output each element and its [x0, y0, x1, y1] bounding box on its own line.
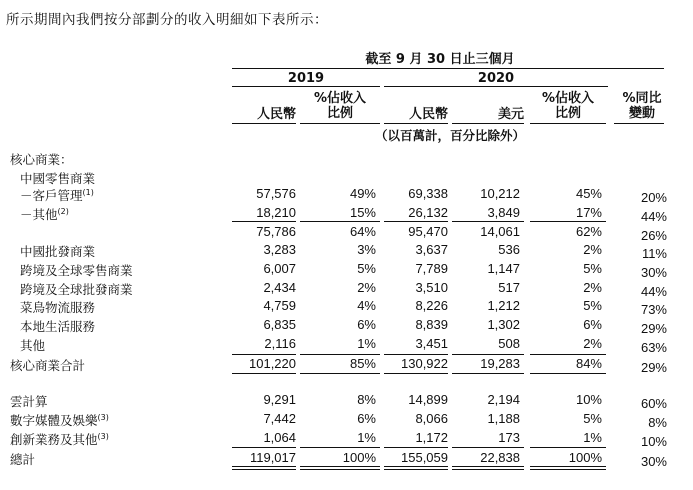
cell-usd-2020: 22,838	[480, 450, 520, 465]
cell-pct-2020: 62%	[575, 224, 602, 239]
row-label	[10, 356, 85, 374]
row-label	[20, 242, 95, 260]
cell-usd-2020: 1,212	[487, 298, 520, 313]
cell-pct-2019: 3%	[357, 242, 376, 257]
cell-pct-2019: 8%	[357, 392, 376, 407]
core-total-rule	[300, 354, 380, 355]
row-label-text: 創新業務及其他	[10, 432, 98, 447]
col-pct-2020-underline	[530, 123, 606, 124]
cell-usd-2020: 1,302	[487, 317, 520, 332]
table-row	[0, 280, 693, 298]
cell-rmb-2019: 75,786	[256, 224, 296, 239]
cell-pct-2019: 2%	[357, 280, 376, 295]
cell-pct-2019: 64%	[349, 224, 376, 239]
table-row	[0, 336, 693, 354]
grand-total-double-rule	[300, 469, 380, 470]
cell-pct-2020: 5%	[583, 261, 602, 276]
core-total-rule	[384, 354, 448, 355]
col-rmb-2020-header: 人民幣	[408, 107, 448, 122]
col-rmb-2020-underline	[384, 123, 448, 124]
core-total-bottom-rule	[530, 373, 606, 374]
cell-pct-2020: 5%	[583, 411, 602, 426]
cell-rmb-2020: 155,059	[401, 450, 448, 465]
cell-rmb-2020: 130,922	[401, 356, 448, 371]
cell-yoy: 10%	[640, 434, 667, 449]
table-row	[0, 430, 693, 448]
table-row	[0, 298, 693, 316]
footnote-marker: (2)	[57, 207, 69, 216]
footnote-marker: (1)	[82, 188, 94, 197]
row-label-text: 菜鳥物流服務	[20, 300, 96, 315]
cell-yoy: 8%	[648, 415, 667, 430]
col-pct-2019-header: %佔收入 比例	[313, 91, 367, 121]
row-label	[10, 411, 109, 429]
cell-rmb-2019: 101,220	[249, 356, 296, 371]
grand-total-bottom-rule	[232, 466, 296, 467]
cell-rmb-2019: 1,064	[263, 430, 296, 445]
cell-yoy: 11%	[641, 246, 667, 261]
col-rmb-2019-header: 人民幣	[256, 107, 296, 122]
cell-rmb-2019: 57,576	[256, 186, 296, 201]
footnote-marker: (3)	[97, 413, 109, 422]
row-label	[20, 169, 95, 187]
cell-yoy: 60%	[640, 396, 667, 411]
cell-usd-2020: 173	[498, 430, 520, 445]
table-row	[0, 242, 693, 260]
cell-pct-2019: 5%	[357, 261, 376, 276]
row-label-text: 總計	[10, 452, 36, 467]
cell-pct-2019: 49%	[349, 186, 376, 201]
cell-yoy: 63%	[640, 340, 667, 355]
cell-rmb-2019: 2,116	[264, 336, 296, 351]
cell-rmb-2020: 1,172	[415, 430, 448, 445]
cell-pct-2020: 1%	[583, 430, 602, 445]
subtotal-rule	[452, 221, 524, 222]
cell-yoy: 26%	[640, 228, 667, 243]
cell-pct-2019: 15%	[349, 205, 376, 220]
row-label-text: 數字媒體及娛樂	[10, 413, 98, 428]
col-usd-2020-underline	[452, 123, 524, 124]
cell-rmb-2019: 3,283	[263, 242, 296, 257]
core-total-rule	[452, 354, 524, 355]
cell-pct-2019: 1%	[357, 336, 376, 351]
row-label	[20, 186, 94, 204]
grand-total-rule	[530, 447, 606, 448]
cell-rmb-2020: 7,789	[415, 261, 448, 276]
cell-pct-2019: 1%	[357, 430, 376, 445]
row-label-text: －其他	[20, 207, 58, 222]
table-row	[0, 169, 693, 187]
table-row	[0, 224, 693, 242]
cell-rmb-2019: 119,017	[249, 450, 296, 465]
cell-yoy: 73%	[640, 302, 667, 317]
grand-total-rule	[384, 447, 448, 448]
cell-pct-2019: 85%	[349, 356, 376, 371]
row-label	[20, 336, 45, 354]
core-total-bottom-rule	[452, 373, 524, 374]
row-label	[20, 317, 95, 335]
cell-rmb-2019: 2,434	[263, 280, 296, 295]
cell-yoy: 30%	[640, 454, 667, 469]
cell-usd-2020: 1,188	[487, 411, 520, 426]
grand-total-double-rule	[530, 469, 606, 470]
unit-note: （以百萬計，百分比除外）	[374, 128, 525, 143]
cell-usd-2020: 1,147	[487, 261, 520, 276]
cell-rmb-2020: 3,637	[415, 242, 448, 257]
row-label	[20, 298, 95, 316]
table-row	[0, 186, 693, 204]
cell-rmb-2020: 3,451	[415, 336, 448, 351]
year-2019-underline	[232, 86, 380, 87]
cell-pct-2020: 2%	[583, 280, 602, 295]
cell-pct-2020: 2%	[583, 336, 602, 351]
table-row	[0, 356, 693, 374]
cell-rmb-2020: 95,470	[408, 224, 448, 239]
cell-pct-2020: 84%	[575, 356, 602, 371]
cell-usd-2020: 3,849	[487, 205, 520, 220]
cell-yoy: 44%	[640, 284, 667, 299]
cell-pct-2020: 45%	[575, 186, 602, 201]
col-pct-2020-header: %佔收入 比例	[541, 91, 595, 121]
row-label	[20, 261, 133, 279]
cell-rmb-2020: 8,839	[415, 317, 448, 332]
core-total-rule	[530, 354, 606, 355]
col-pct-2019-underline	[300, 123, 380, 124]
table-row	[0, 150, 693, 168]
core-total-rule	[232, 354, 296, 355]
subtotal-rule	[300, 221, 380, 222]
cell-yoy: 29%	[640, 321, 667, 336]
cell-rmb-2019: 7,442	[263, 411, 296, 426]
grand-total-bottom-rule	[300, 466, 380, 467]
cell-pct-2020: 17%	[575, 205, 602, 220]
row-label-text: 核心商業：	[10, 152, 73, 167]
row-label-text: －客戶管理	[20, 188, 83, 203]
row-label-text: 雲計算	[10, 394, 48, 409]
subtotal-rule	[232, 221, 296, 222]
cell-pct-2020: 5%	[583, 298, 602, 313]
cell-usd-2020: 14,061	[480, 224, 520, 239]
cell-yoy: 44%	[640, 209, 667, 224]
grand-total-rule	[452, 447, 524, 448]
cell-yoy: 29%	[640, 360, 667, 375]
core-total-bottom-rule	[232, 373, 296, 374]
year-2020-header: 2020	[477, 71, 515, 86]
row-label-text: 中國零售商業	[20, 171, 96, 186]
cell-rmb-2020: 3,510	[415, 280, 448, 295]
col-yoy-header: %同比 變動	[622, 91, 662, 121]
row-label-text: 中國批發商業	[20, 244, 96, 259]
row-label	[20, 280, 133, 298]
subtotal-rule	[530, 221, 606, 222]
cell-usd-2020: 536	[498, 242, 520, 257]
cell-rmb-2020: 14,899	[408, 392, 448, 407]
cell-pct-2020: 6%	[583, 317, 602, 332]
table-row	[0, 261, 693, 279]
cell-rmb-2019: 4,759	[263, 298, 296, 313]
grand-total-double-rule	[384, 469, 448, 470]
col-yoy-underline	[614, 123, 664, 124]
row-label	[10, 150, 73, 168]
year-2020-underline	[384, 86, 608, 87]
row-label	[20, 205, 69, 223]
cell-usd-2020: 10,212	[480, 186, 520, 201]
subtotal-rule	[384, 221, 448, 222]
col-usd-2020-header: 美元	[497, 107, 524, 122]
footnote-marker: (3)	[97, 432, 109, 441]
cell-pct-2019: 6%	[357, 411, 376, 426]
grand-total-double-rule	[232, 469, 296, 470]
cell-rmb-2019: 6,835	[263, 317, 296, 332]
row-label-text: 跨境及全球零售商業	[20, 263, 133, 278]
core-total-bottom-rule	[384, 373, 448, 374]
row-label-text: 核心商業合計	[10, 358, 86, 373]
table-row	[0, 411, 693, 429]
grand-total-bottom-rule	[452, 466, 524, 467]
row-label-text: 其他	[20, 338, 46, 353]
period-underline	[232, 68, 664, 69]
grand-total-bottom-rule	[530, 466, 606, 467]
cell-usd-2020: 2,194	[487, 392, 520, 407]
cell-rmb-2019: 6,007	[263, 261, 296, 276]
cell-pct-2019: 4%	[357, 298, 376, 313]
cell-rmb-2019: 9,291	[263, 392, 296, 407]
table-row	[0, 317, 693, 335]
cell-pct-2020: 2%	[583, 242, 602, 257]
core-total-bottom-rule	[300, 373, 380, 374]
grand-total-rule	[300, 447, 380, 448]
cell-usd-2020: 19,283	[480, 356, 520, 371]
row-label-text: 本地生活服務	[20, 319, 96, 334]
row-label-text: 跨境及全球批發商業	[20, 282, 133, 297]
cell-rmb-2020: 26,132	[408, 205, 448, 220]
row-label	[10, 392, 48, 410]
grand-total-bottom-rule	[384, 466, 448, 467]
intro-text: 所示期間內我們按分部劃分的收入明細如下表所示：	[6, 12, 328, 28]
period-header: 截至 9 月 30 日止三個月	[365, 52, 515, 67]
cell-rmb-2019: 18,210	[256, 205, 296, 220]
cell-rmb-2020: 8,066	[415, 411, 448, 426]
grand-total-rule	[232, 447, 296, 448]
table-row	[0, 392, 693, 410]
col-rmb-2019-underline	[232, 123, 296, 124]
cell-yoy: 30%	[640, 265, 667, 280]
cell-yoy: 20%	[640, 190, 667, 205]
cell-rmb-2020: 8,226	[415, 298, 448, 313]
cell-pct-2020: 100%	[568, 450, 602, 465]
year-2019-header: 2019	[287, 71, 325, 86]
cell-usd-2020: 508	[498, 336, 520, 351]
row-label	[10, 450, 35, 468]
cell-pct-2019: 100%	[342, 450, 376, 465]
row-label	[10, 430, 109, 448]
grand-total-double-rule	[452, 469, 524, 470]
cell-pct-2019: 6%	[357, 317, 376, 332]
cell-usd-2020: 517	[498, 280, 520, 295]
cell-pct-2020: 10%	[575, 392, 602, 407]
cell-rmb-2020: 69,338	[408, 186, 448, 201]
